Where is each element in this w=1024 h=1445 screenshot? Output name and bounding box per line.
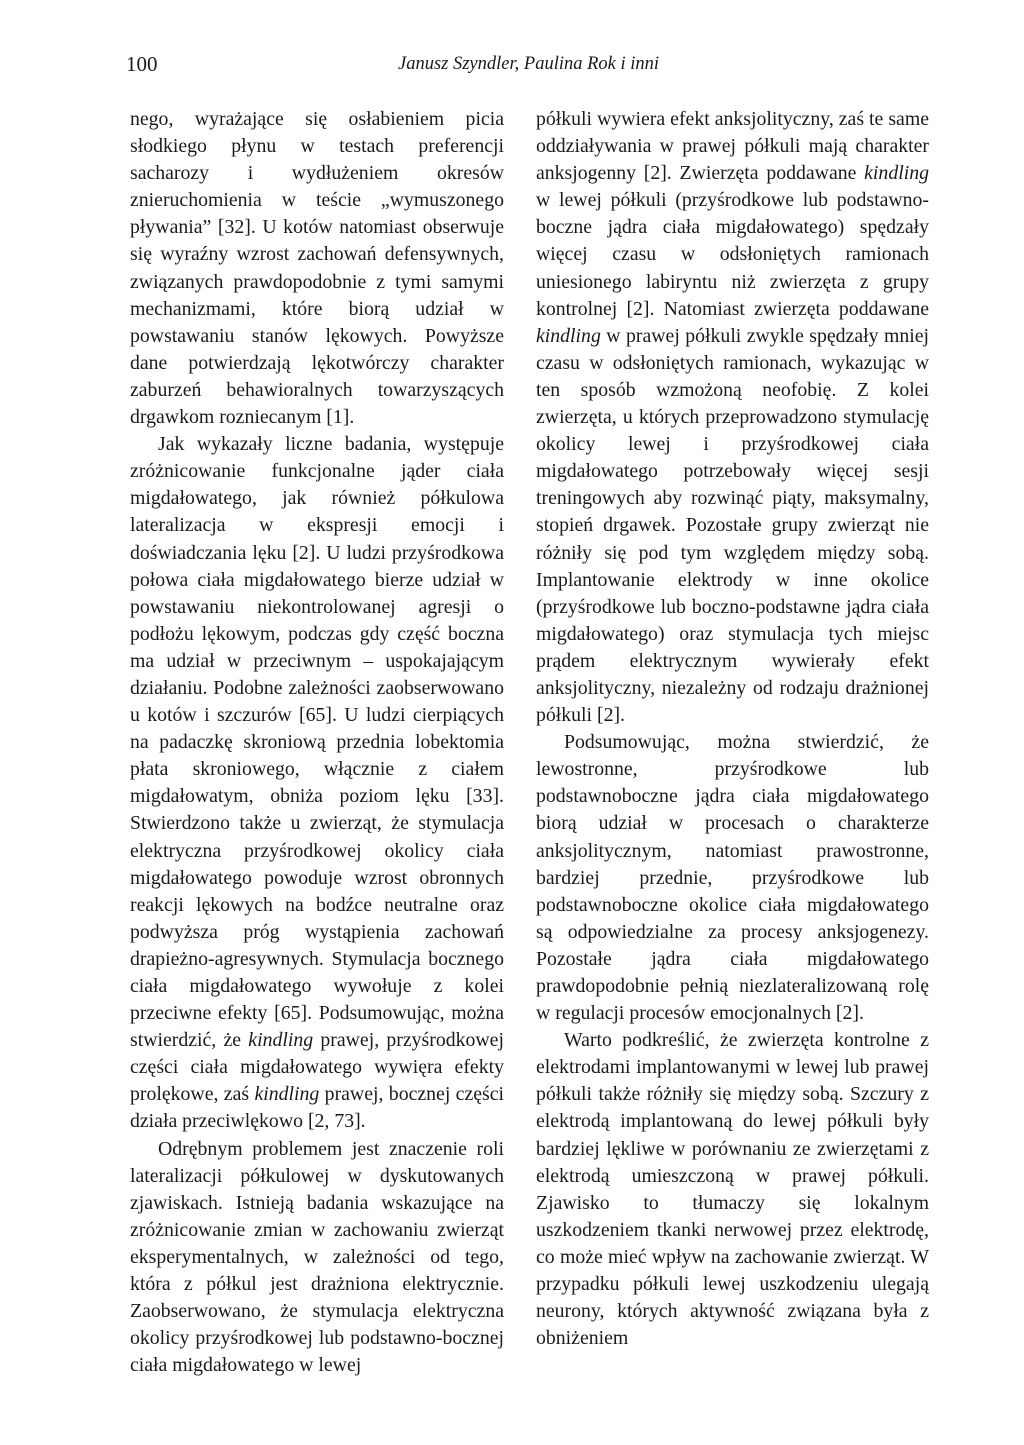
paragraph-text: półkuli wywiera efekt anksjolityczny, zaś te same oddziaływania w prawej półkuli mają charakter anksjogenny [2]. Zwierzęta poddawane — [536, 108, 929, 185]
paragraph-text: Jak wykazały liczne badania, występuje zróżnicowanie funkcjonalne jąder ciała migdałowatego, jak również półkulowa lateralizacja w ekspresji emocji i doświadczania lęku [2]. U ludzi przyśrodkowa połowa ciała migdałowatego bierze udział w powstawaniu niekontrolowanej agresji o podłożu lękowym, podczas gdy część boczna ma udział w przeciwnym – uspokajającym działaniu. Podobne zależności zaobserwowano u kotów i szczurów [65]. U ludzi cierpiących na padaczkę skroniową przednia lobektomia płata skroniowego, włącznie z ciałem migdałowatym, obniża poziom lęku [33]. Stwierdzono także u zwierząt, że stymulacja elektryczna przyśrodkowej okolicy ciała migdałowatego powoduje wzrost obronnych reakcji lękowych na bodźce neutralne oraz podwyższa próg wystąpienia zachowań drapieżno-agresywnych. Stymulacja bocznego ciała migdałowatego wywołuje z kolei przeciwne efekty [65]. Podsumowując, można stwierdzić, że — [130, 433, 504, 1052]
paragraph-text: prawej, przyśrodkowej części ciała migdałowatego wywięra efekty prolękowe, zaś — [130, 1029, 504, 1106]
page-header — [126, 52, 926, 82]
paragraph-text: w lewej półkuli (przyśrodkowe lub podstawno-boczne jądra ciała migdałowatego) spędzały więcej czasu w odsłoniętych ramionach uniesionego labiryntu niż zwierzęta z grupy kontrolnej [2]. Natomiast zwierzęta poddawane — [536, 189, 929, 320]
paragraph: Podsumowując, można stwierdzić, że lewostronne, przyśrodkowe lub podstawnoboczne jądra ciała migdałowatego biorą udział w procesach o charakterze anksjolitycznym, natomiast prawostronne, bardziej przednie, przyśrodkowe lub podstawnoboczne okolice ciała migdałowatego są odpowiedzialne za procesy anksjogenezy. Pozostałe jądra ciała migdałowatego prawdopodobnie pełnią niezlateralizowaną rolę w regulacji procesów emocjonalnych [2]. — [536, 731, 929, 1025]
page-number: 100 — [126, 52, 158, 76]
right-column — [536, 106, 929, 1352]
paragraph: nego, wyrażające się osłabieniem picia słodkiego płynu w testach preferencji sacharozy i wydłużeniem okresów znieruchomienia w teście „wymuszonego pływania” [32]. U kotów natomiast obserwuje się wyraźny wzrost zachowań defensywnych, związanych prawdopodobnie z tymi samymi mechanizmami, które biorą udział w powstawaniu stanów lękowych. Powyższe dane potwierdzają lękotwórczy charakter zaburzeń behawioralnych towarzyszących drgawkom rozniecanym [1]. — [130, 108, 504, 429]
left-column — [130, 106, 504, 1379]
kindling-term: kindling — [536, 324, 601, 347]
paragraph-text: w prawej półkuli zwykle spędzały mniej czasu w odsłoniętych ramionach, wykazując w ten sposób wzmożoną neofobię. Z kolei zwierzęta, u których przeprowadzono stymulację okolicy lewej i przyśrodkowej ciała migdałowatego potrzebowały więcej sesji treningowych aby rozwinąć piąty, maksymalny, stopień drgawek. Pozostałe grupy zwierząt nie różniły się pod tym względem między sobą. Implantowanie elektrody w inne okolice (przyśrodkowe lub boczno-podstawne jądra ciała migdałowatego) oraz stymulacja tych miejsc prądem elektrycznym wywierały efekt anksjolityczny, niezależny od rodzaju drażnionej półkuli [2]. — [536, 324, 929, 727]
paragraph: Warto podkreślić, że zwierzęta kontrolne z elektrodami implantowanymi w lewej lub prawej półkuli także różniły się między sobą. Szczury z elektrodą implantowaną do lewej półkuli były bardziej lękliwe w porównaniu ze zwierzętami z elektrodą umieszczoną w prawej półkuli. Zjawisko to tłumaczy się lokalnym uszkodzeniem tkanki nerwowej przez elektrodę, co może mieć wpływ na zachowanie zwierząt. W przypadku półkuli lewej uszkodzeniu ulegają neurony, których aktywność związana była z obniżeniem — [536, 1029, 929, 1350]
paragraph: Odrębnym problemem jest znaczenie roli lateralizacji półkulowej w dyskutowanych zjawiskach. Istnieją badania wskazujące na zróżnicowanie zmian w zachowaniu zwierząt eksperymentalnych, w zależności od tego, która z półkul jest drażniona elektrycznie. Zaobserwowano, że stymulacja elektryczna okolicy przyśrodkowej lub podstawno-bocznej ciała migdałowatego w lewej — [130, 1137, 504, 1377]
running-head: Janusz Szyndler, Paulina Rok i inni — [398, 54, 660, 74]
kindling-term: kindling — [248, 1029, 314, 1052]
paragraph — [130, 431, 504, 1135]
paragraph — [536, 106, 929, 729]
paragraph-text: prawej, bocznej części działa przeciwlękowo [2, 73]. — [130, 1083, 504, 1133]
kindling-term: kindling — [254, 1083, 320, 1106]
kindling-term: kindling — [864, 162, 929, 185]
